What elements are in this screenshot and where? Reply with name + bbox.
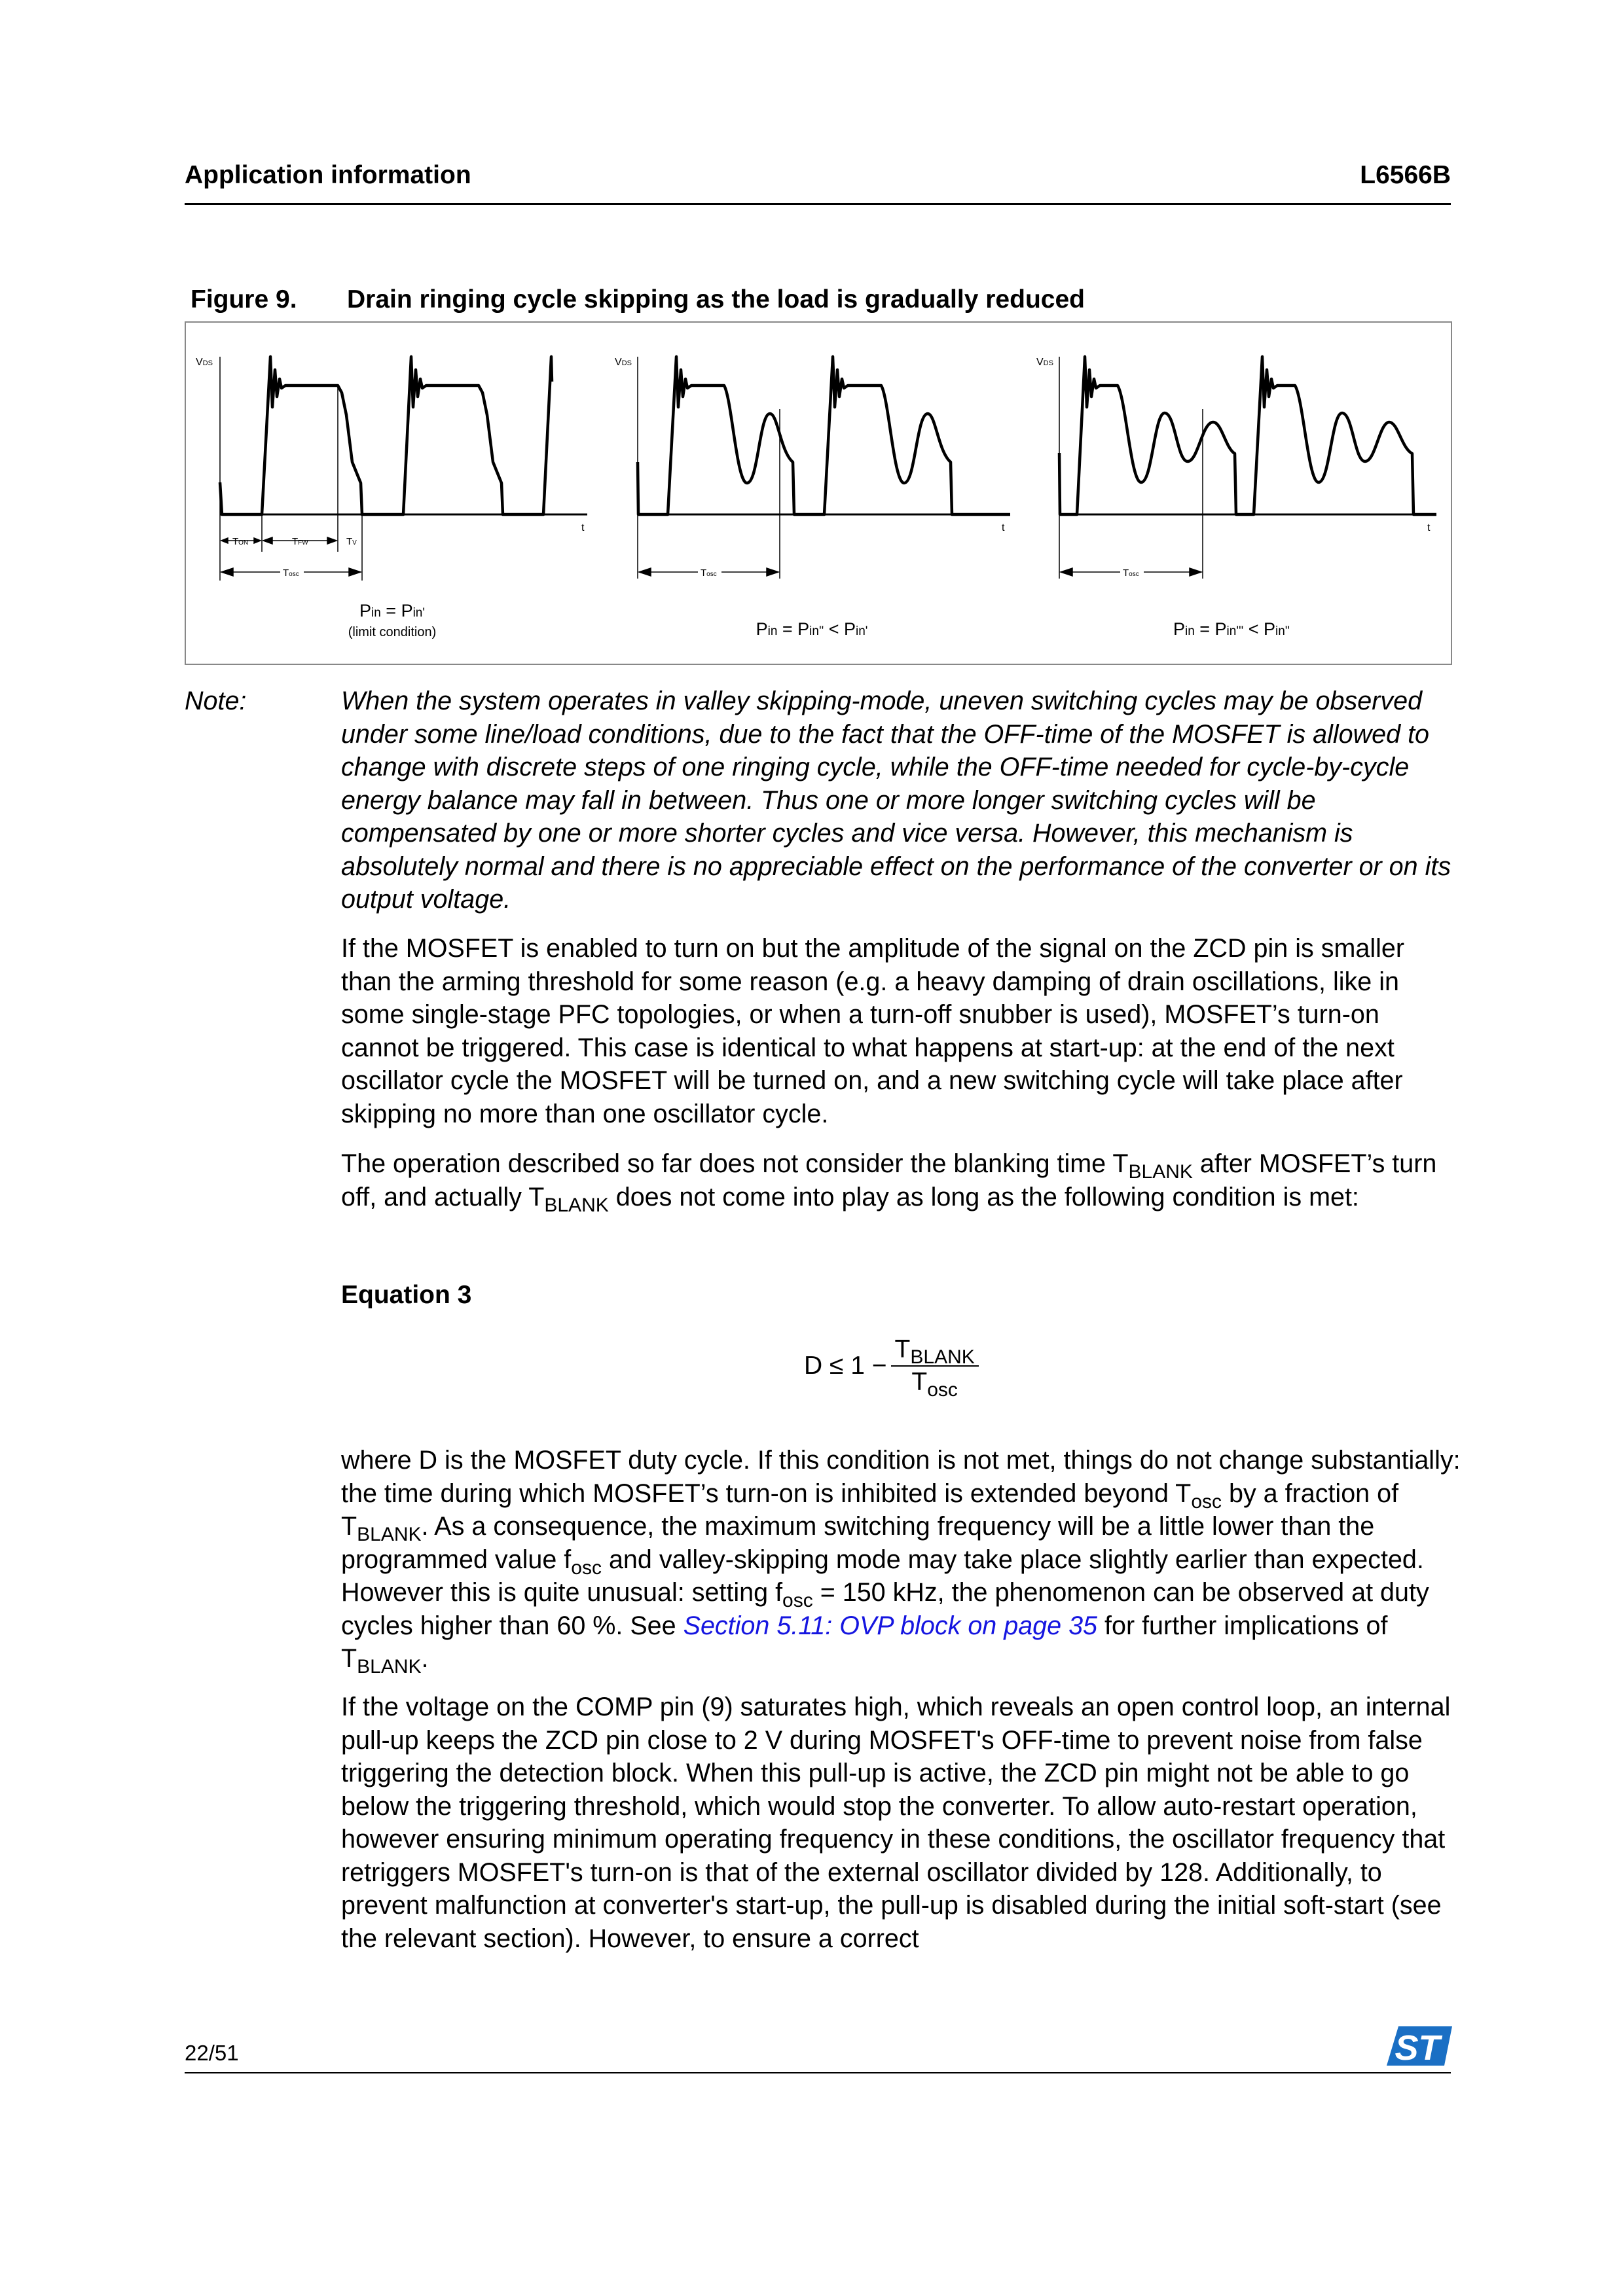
text: The operation described so far does not consider the blanking time T	[341, 1149, 1129, 1178]
t-label-3: t	[1427, 522, 1431, 533]
svg-text:ST: ST	[1395, 2028, 1440, 2067]
subscript: osc	[782, 1590, 813, 1611]
tv-label: TV	[346, 536, 357, 547]
t-label-1: t	[581, 522, 585, 533]
note-text: When the system operates in valley skipping-mode, uneven switching cycles may be observed under some line/load conditions, due to the fact that the OFF-time of the MOSFET is allowed to change with discrete steps of one ringing cycle, while the OFF-time needed for cycle-by-cycle energy balance may fall in between. Thus one or more longer switching cycles will be compensated by one or more shorter cycles and vice versa. However, this mechanism is absolutely normal and there is no appreciable effect on the performance of the converter or on its output voltage.	[341, 687, 1451, 914]
equation	[804, 1335, 979, 1401]
vds-label-1: VDS	[196, 357, 213, 368]
vds-label-3: VDS	[1036, 357, 1053, 368]
denominator-symbol: T	[911, 1368, 928, 1396]
tosc-label-1: Tosc	[283, 567, 299, 579]
figure-number: Figure 9.	[191, 285, 297, 314]
section-link[interactable]: Section 5.11: OVP block on page 35	[683, 1611, 1098, 1640]
panel-2-label: Pin = Pin'' < Pin'	[756, 619, 868, 639]
vds-waveform-3	[1059, 357, 1436, 514]
text: and valley-skipping mode may take place slightly earlier than expected. However this is quite unusual: setting f	[341, 1545, 1424, 1607]
panel-1-note: (limit condition)	[348, 625, 437, 639]
page-number: 22/51	[185, 2041, 239, 2065]
paragraph: If the voltage on the COMP pin (9) saturates high, which reveals an open control loop, an internal pull-up keeps the ZCD pin close to 2 V during MOSFET's OFF-time to prevent noise from false triggering the detection block. When this pull-up is active, the ZCD pin might not be able to go below the triggering threshold, which would stop the converter. To allow auto-restart operation, however ensuring minimum operating frequency in these conditions, the oscillator frequency that retriggers MOSFET's turn-on is that of the external oscillator divided by 128. Additionally, to prevent malfunction at converter's start-up, the pull-up is disabled during the initial soft-start (see the relevant section). However, to ensure a correct	[341, 1693, 1451, 1953]
footer-rule	[185, 2072, 1451, 2073]
fraction	[891, 1335, 979, 1401]
panel-3-label: Pin = Pin''' < Pin''	[1173, 619, 1290, 639]
document-id: L6566B	[1360, 161, 1451, 189]
text: does not come into play as long as the following condition is met:	[608, 1182, 1359, 1211]
section-title: Application information	[185, 161, 471, 189]
text: where D is the MOSFET duty cycle. If this condition is not met, things do not change substantially: the time during which MOSFET’s turn-on is inhibited is extended beyond T	[341, 1446, 1461, 1508]
panel-1-label: Pin = Pin'	[359, 601, 426, 620]
tosc-label-3: Tosc	[1123, 567, 1139, 579]
numerator	[891, 1335, 979, 1367]
numerator-sub: BLANK	[910, 1346, 975, 1368]
note-label: Note:	[185, 687, 247, 715]
equation-heading: Equation 3	[341, 1281, 472, 1309]
text: for further implications of T	[341, 1611, 1388, 1673]
subscript: BLANK	[357, 1656, 422, 1677]
paragraph	[341, 1444, 1461, 1676]
header-rule	[185, 203, 1451, 205]
ton-label: TON	[232, 536, 249, 547]
tosc-label-2: Tosc	[701, 567, 717, 579]
subscript: BLANK	[1128, 1161, 1193, 1183]
paragraph: If the MOSFET is enabled to turn on but the amplitude of the signal on the ZCD pin is smaller than the arming threshold for some reason (e.g. a heavy damping of drain oscillations, like in some single-stage PFC topologies, or when a turn-off snubber is used), MOSFET’s turn-on cannot be triggered. This case is identical to what happens at start-up: at the end of the next oscillator cycle the MOSFET will be turned on, and a new switching cycle will take place after skipping no more than one oscillator cycle.	[341, 934, 1404, 1128]
numerator-symbol: T	[894, 1335, 911, 1363]
vds-waveform-2	[638, 357, 1010, 514]
text: .	[421, 1644, 429, 1673]
vds-label-2: VDS	[615, 357, 632, 368]
figure-title: Drain ringing cycle skipping as the load is gradually reduced	[347, 285, 1085, 314]
subscript: osc	[571, 1556, 602, 1579]
waveform-figure	[185, 321, 1451, 664]
text: after MOSFET’s turn off, and actually T	[341, 1149, 1437, 1211]
subscript: BLANK	[544, 1194, 609, 1216]
denominator	[911, 1367, 958, 1401]
text: . As a consequence, the maximum switching frequency will be a little lower than the programmed value f	[341, 1512, 1375, 1574]
equation-lhs: D ≤ 1 −	[804, 1352, 887, 1380]
st-logo-icon	[1387, 2025, 1452, 2067]
vds-waveform-1	[220, 357, 552, 514]
t-label-2: t	[1002, 522, 1005, 533]
paragraph	[341, 1147, 1461, 1216]
tfw-label: TFW	[292, 536, 308, 547]
text: = 150 kHz, the phenomenon can be observed at duty cycles higher than 60 %. See	[341, 1578, 1429, 1640]
text: by a fraction of T	[341, 1479, 1399, 1541]
subscript: osc	[1191, 1490, 1222, 1513]
subscript: BLANK	[357, 1524, 422, 1545]
denominator-sub: osc	[927, 1379, 958, 1401]
